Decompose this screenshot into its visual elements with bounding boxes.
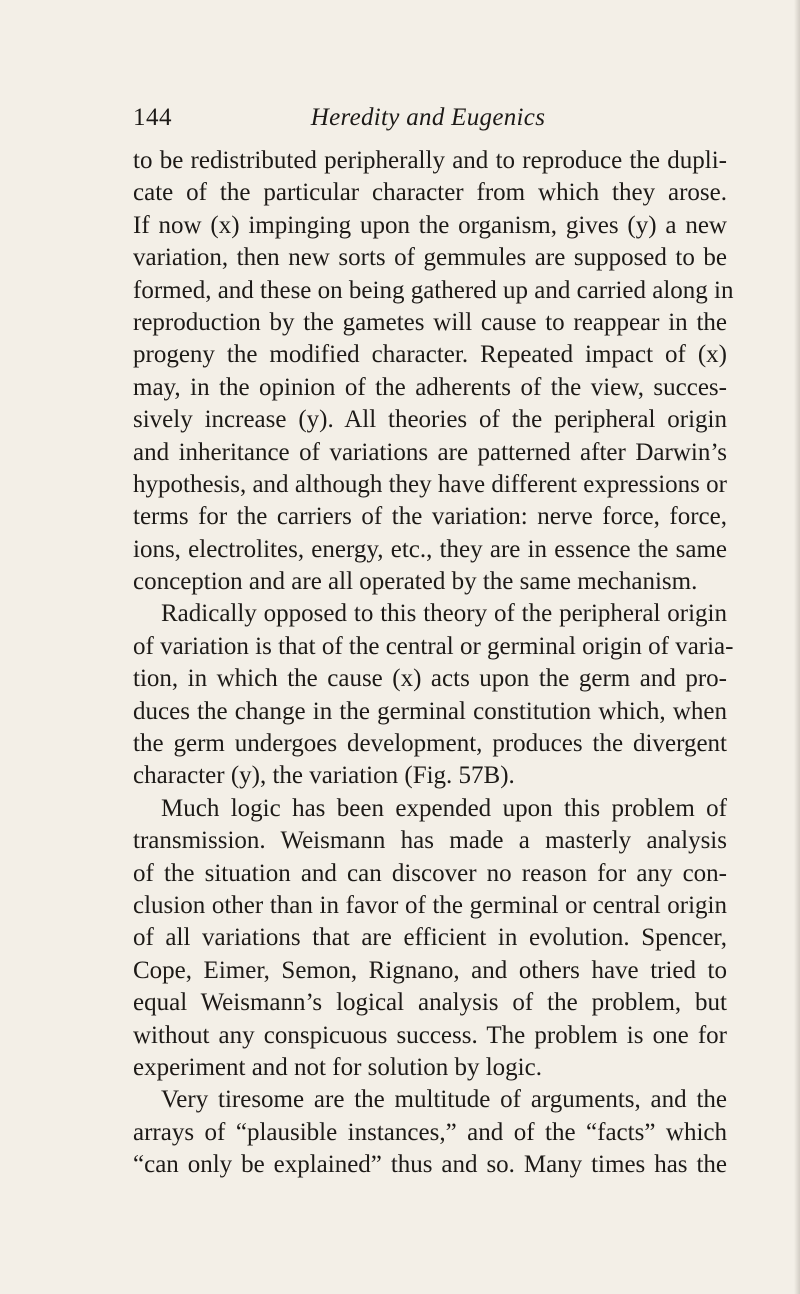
text-line: may, in the opinion of the adherents of the view, succes- <box>133 373 727 401</box>
text-line: “can only be explained” thus and so. Many times has the <box>133 1151 727 1179</box>
text-line: Much logic has been expended upon this problem of <box>161 794 727 822</box>
text-line: of all variations that are efficient in evolution. Spencer, <box>133 924 727 952</box>
page-header <box>133 104 723 138</box>
text-line: duces the change in the germinal constitution which, when <box>133 697 727 725</box>
text-line: If now (x) impinging upon the organism, gives (y) a new <box>133 211 727 239</box>
text-line: Cope, Eimer, Semon, Rignano, and others have tried to <box>133 956 727 984</box>
text-line: reproduction by the gametes will cause to reappear in the <box>133 308 727 336</box>
text-line: progeny the modified character. Repeated impact of (x) <box>133 341 727 369</box>
text-line: sively increase (y). All theories of the peripheral origin <box>133 406 727 434</box>
text-line: terms for the carriers of the variation: nerve force, force, <box>133 503 727 531</box>
text-line: without any conspicuous success. The problem is one for <box>133 1021 727 1049</box>
text-line: and inheritance of variations are patterned after Darwin’s <box>133 438 727 466</box>
text-line: arrays of “plausible instances,” and of the “facts” which <box>133 1118 727 1146</box>
text-line: of the situation and can discover no reason for any con- <box>133 859 727 887</box>
text-line: character (y), the variation (Fig. 57B). <box>133 762 515 790</box>
text-line: tion, in which the cause (x) acts upon the germ and pro- <box>133 665 727 693</box>
text-line: transmission. Weismann has made a masterly analysis <box>133 827 727 855</box>
text-line: experiment and not for solution by logic. <box>133 1053 542 1081</box>
text-line: to be redistributed peripherally and to reproduce the dupli- <box>133 147 727 174</box>
text-line: variation, then new sorts of gemmules are supposed to be <box>133 244 727 272</box>
text-line: equal Weismann’s logical analysis of the problem, but <box>133 989 727 1017</box>
text-line: formed, and these on being gathered up and carried along in <box>133 276 734 304</box>
running-head: Heredity and Eugenics <box>310 104 546 131</box>
paragraph <box>133 793 727 1085</box>
text-line: of variation is that of the central or germinal origin of varia- <box>133 632 734 660</box>
paragraph <box>133 598 734 792</box>
text-line: cate of the particular character from which they arose. <box>133 179 727 207</box>
text-line: clusion other than in favor of the germinal or central origin <box>133 891 727 919</box>
text-line: Very tiresome are the multitude of arguments, and the <box>161 1086 727 1114</box>
body-text <box>133 145 734 1182</box>
page-edge-shadow <box>794 0 800 1294</box>
text-line: Radically opposed to this theory of the peripheral origin <box>161 600 727 628</box>
text-line: hypothesis, and although they have different expressions or <box>133 470 727 498</box>
text-line: conception and are all operated by the same mechanism. <box>133 568 698 596</box>
text-line: the germ undergoes development, produces the divergent <box>133 730 727 758</box>
page-number: 144 <box>133 104 172 131</box>
paragraph <box>133 1084 727 1181</box>
text-line: ions, electrolites, energy, etc., they are in essence the same <box>133 535 727 563</box>
paragraph <box>133 145 734 598</box>
